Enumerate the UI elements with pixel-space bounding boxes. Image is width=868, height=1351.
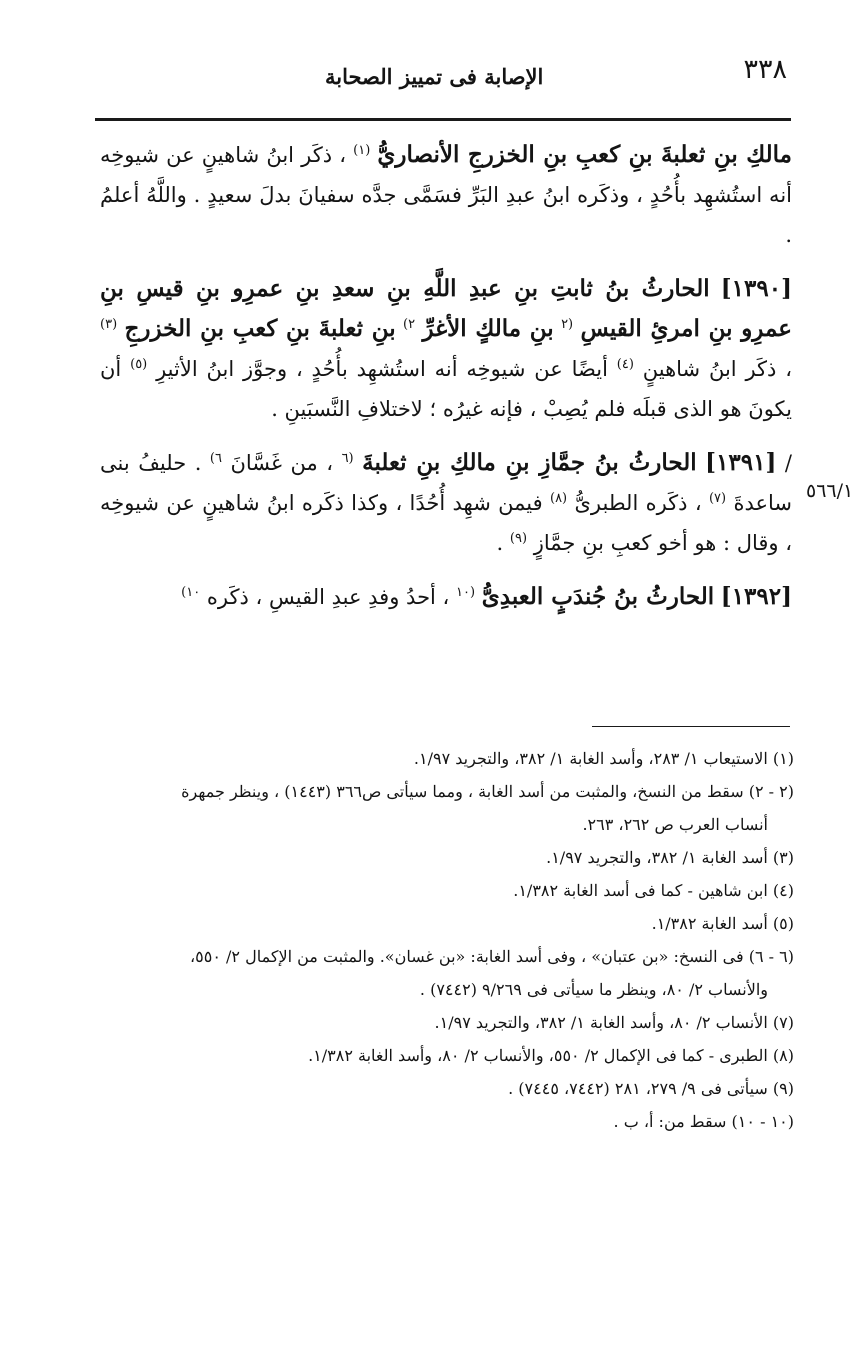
margin-reference: ٥٦٦/١ <box>806 480 854 502</box>
footnote: (٤) ابن شاهين - كما فى أسد الغابة ١/٣٨٢. <box>513 881 794 900</box>
entry-text: ، ذكَر ابنُ شاهينٍ عن شيوخِه أنه استُشهِد بأُحُدٍ ، وذكَره ابنُ عبدِ البَرِّ فسَمَّى جدَّه سفيانَ بدلَ سعيدٍ . واللَّهُ أعلمُ . <box>100 143 792 247</box>
footnote-marker: (٧) <box>708 491 727 506</box>
header-divider <box>95 118 791 121</box>
entry-name: الحارثُ بنُ ثابتِ بنِ عبدِ اللَّهِ بنِ سعدِ بنِ عمرِو بنِ قيسِ بنِ عمرِو بنِ امرئِ القيسِ <box>100 275 793 342</box>
page-break-marker: / <box>784 451 792 475</box>
entry-continuation <box>100 135 792 255</box>
footnote: (١٠ - ١٠) سقط من: أ، ب . <box>613 1112 794 1131</box>
entry-text: ، أحدُ وفدِ عبدِ القيسِ ، ذكَره <box>206 585 450 609</box>
footnote: (٦ - ٦) فى النسخ: «بن عتبان» ، وفى أسد الغابة: «بن غسان». والمثبت من الإكمال ٢/ ٥٥٠، <box>189 947 794 966</box>
main-text <box>100 135 792 629</box>
entry-name: مالكِ بنِ ثعلبةَ بنِ كعبِ بنِ الخزرجِ الأنصاريُّ <box>377 141 792 168</box>
footnote-marker: (١) <box>353 143 371 158</box>
entry-1390 <box>100 269 792 429</box>
running-title: الإصابة فى تمييز الصحابة <box>325 64 544 89</box>
footnote: (٢ - ٢) سقط من النسخ، والمثبت من أسد الغابة ، ومما سيأتى ص٣٦٦ (١٤٤٣) ، وينظر جمهرة <box>181 782 794 801</box>
footnote-marker: ١٠) <box>181 585 201 600</box>
entry-text: . <box>496 531 504 555</box>
footnote-continuation: والأنساب ٢/ ٨٠، وينظر ما سيأتى فى ٩/٢٦٩ (٧٤٤٢) . <box>419 980 768 999</box>
footnote: (٥) أسد الغابة ١/٣٨٢. <box>651 914 794 933</box>
footnote-marker: (٥) <box>130 357 148 372</box>
entry-text: أن يكونَ هو الذى قبلَه فلم يُصِبْ ، فإنه غيرُه ؛ لاختلافِ النَّسبَينِ . <box>100 357 792 421</box>
footnote-continuation: أنساب العرب ص ٢٦٢، ٢٦٣. <box>582 815 768 834</box>
page-header <box>95 52 791 102</box>
entry-text: ، من غَسَّانَ <box>230 451 334 475</box>
footnote-marker: (١٠ <box>456 585 476 600</box>
footnote-marker: (٨) <box>549 491 568 506</box>
entry-text: فيمن شهِد أُحُدًا ، وكذا ذكَره ابنُ شاهينٍ عن شيوخِه ، وقال : هو أخو كعبِ بنِ جمَّازٍ <box>100 491 792 555</box>
entry-name: الحارثُ بنُ جمَّازِ بنِ مالكِ بنِ ثعلبةَ <box>362 449 697 476</box>
entry-number: [١٣٩٢] <box>720 583 792 610</box>
footnote: (٧) الأنساب ٢/ ٨٠، وأسد الغابة ١/ ٣٨٢، والتجريد ١/٩٧. <box>434 1013 794 1032</box>
entry-text: ، ذكَر ابنُ شاهينٍ <box>642 357 793 381</box>
footnote-marker: ٦) <box>209 451 222 466</box>
entry-number: [١٣٩١] <box>705 449 777 476</box>
footnote: (٣) أسد الغابة ١/ ٣٨٢، والتجريد ١/٩٧. <box>546 848 794 867</box>
footnote-divider <box>592 726 790 727</box>
entry-name-part: بنِ ثعلبةَ بنِ كعبِ بنِ الخزرجِ <box>124 315 396 342</box>
entry-text: أيضًا عن شيوخِه أنه استُشهِد بأُحُدٍ ، وجوَّز ابنُ الأثيرِ <box>156 357 608 381</box>
entry-1391 <box>100 443 792 563</box>
footnote-marker: (٩) <box>509 531 528 546</box>
entry-number: [١٣٩٠] <box>720 275 792 302</box>
entry-name-part: بنِ مالكٍ الأغرِّ <box>422 315 554 342</box>
footnote: (١) الاستيعاب ١/ ٢٨٣، وأسد الغابة ١/ ٣٨٢، والتجريد ١/٩٧. <box>413 749 794 768</box>
footnote-marker: (٣) <box>100 317 118 332</box>
footnote-marker: (٤) <box>616 357 634 372</box>
footnote: (٩) سيأتى فى ٩/ ٢٧٩، ٢٨١ (٧٤٤٢، ٧٤٤٥) . <box>508 1079 794 1098</box>
entry-text: . حليفُ بنى ساعدةَ <box>100 451 792 515</box>
footnotes <box>110 742 794 1138</box>
page-number: ٣٣٨ <box>743 54 787 85</box>
footnote: (٨) الطبرى - كما فى الإكمال ٢/ ٥٥٠، والأنساب ٢/ ٨٠، وأسد الغابة ١/٣٨٢. <box>308 1046 794 1065</box>
footnote-marker: (٢ <box>561 317 574 332</box>
entry-1392 <box>100 577 792 617</box>
footnote-marker: (٦ <box>341 451 354 466</box>
entry-text: ، ذكَره الطبرىُّ <box>574 491 702 515</box>
entry-name: الحارثُ بنُ جُندَبٍ العبدِىُّ <box>481 583 715 610</box>
footnote-marker: ٢) <box>403 317 416 332</box>
